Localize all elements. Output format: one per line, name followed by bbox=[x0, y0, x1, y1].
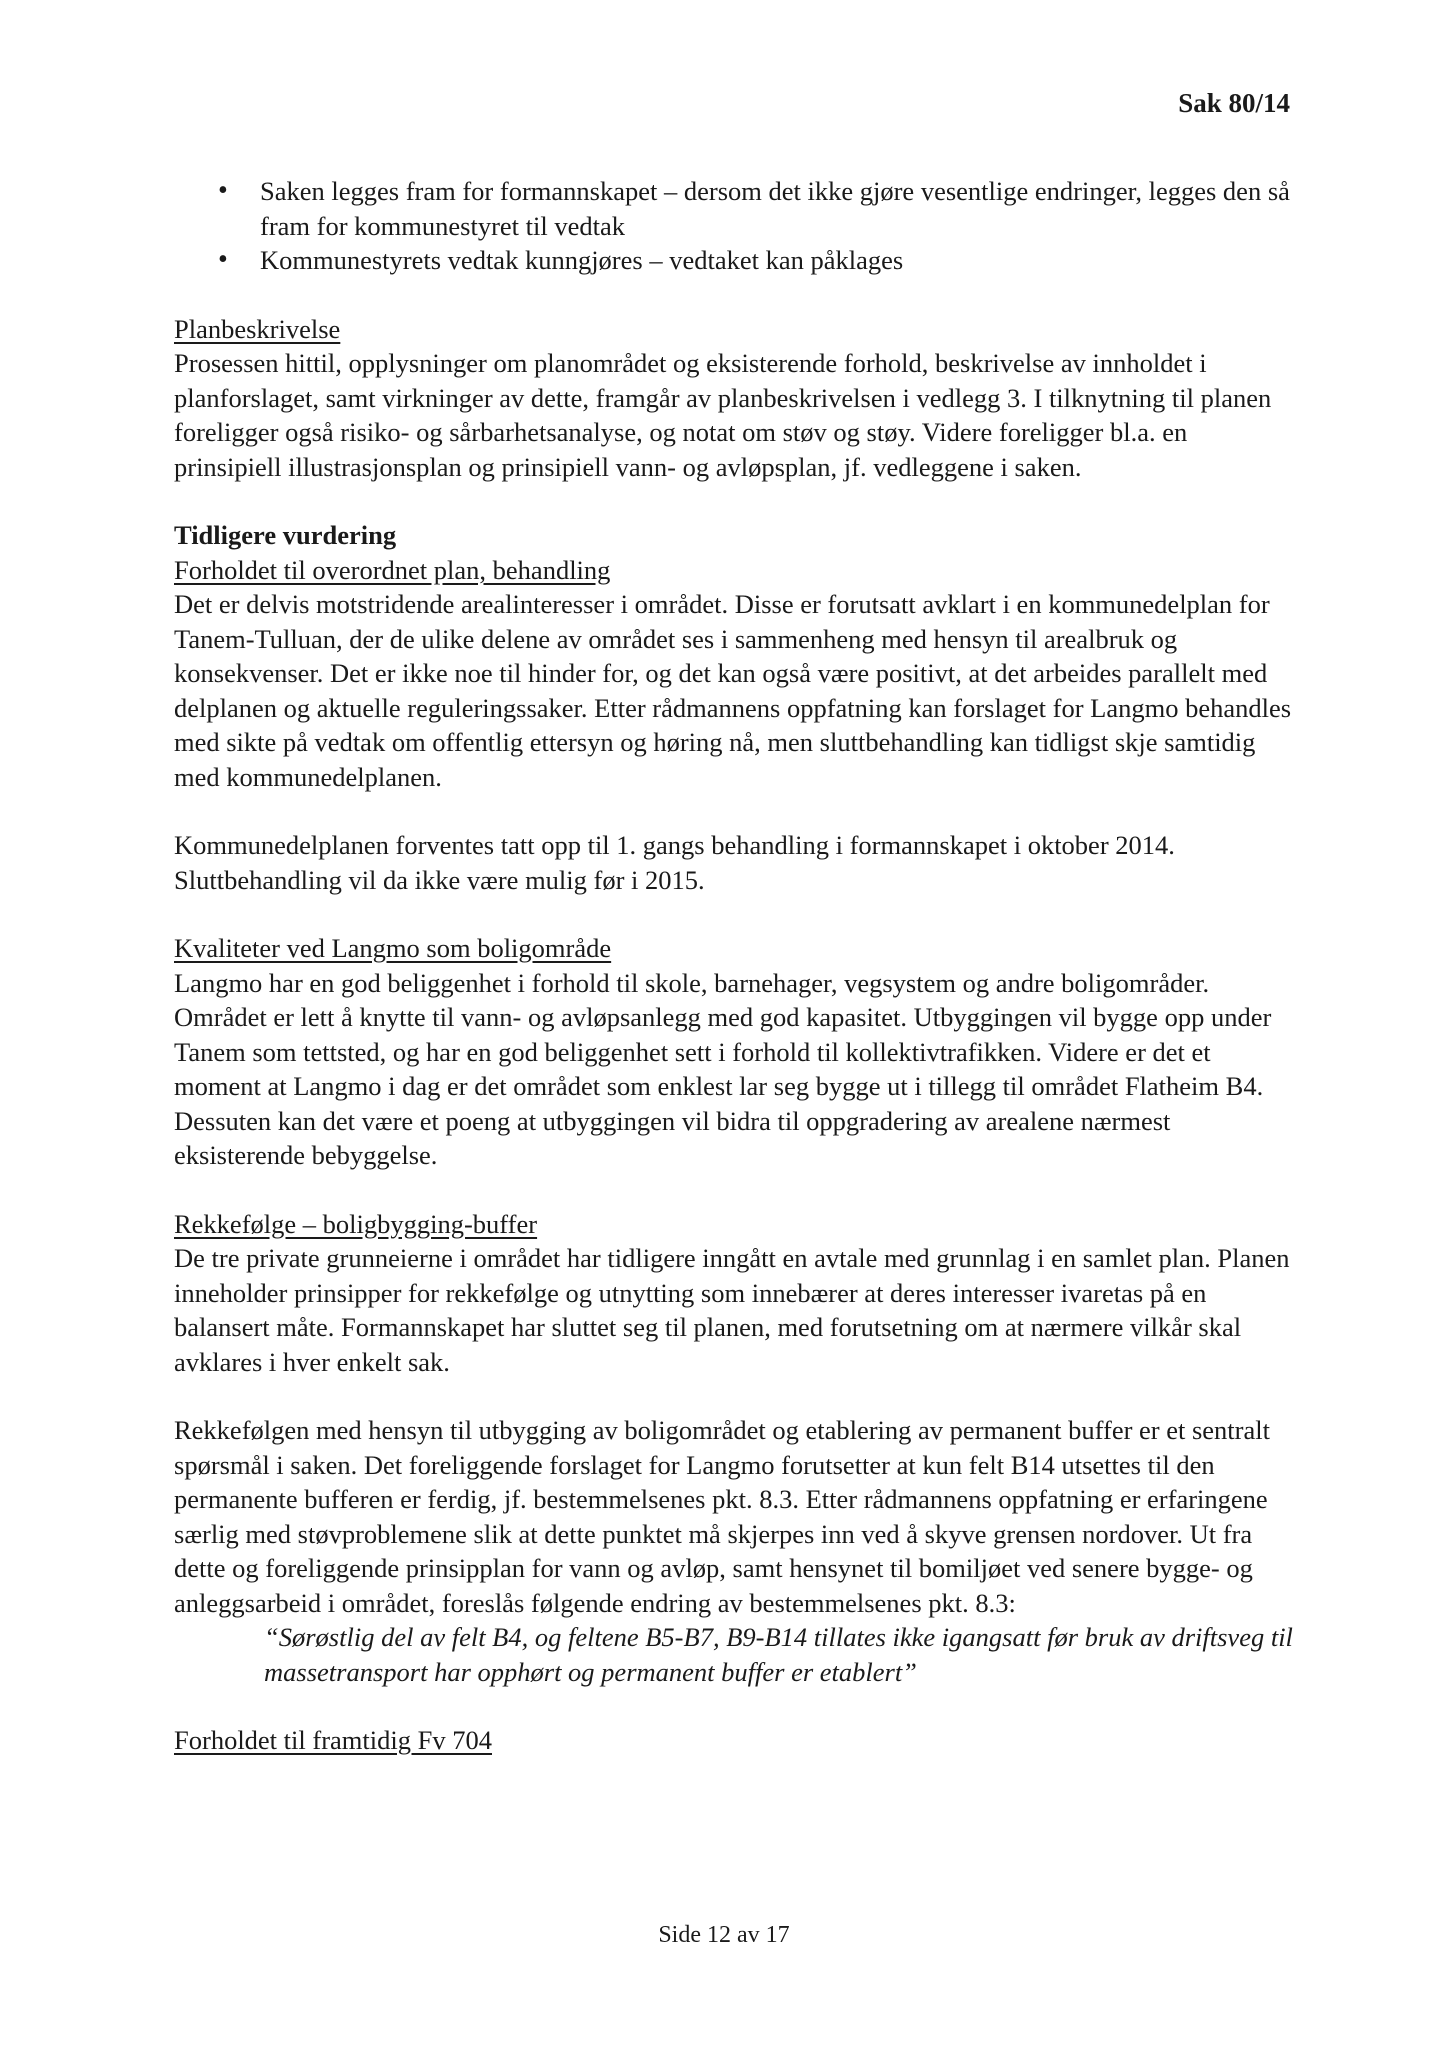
paragraph: Prosessen hittil, opplysninger om planområdet og eksisterende forhold, beskrivelse av innholdet i planforslaget, samt virkninger av dette, framgår av planbeskrivelsen i vedlegg 3. I tilknytning til planen foreligger også risiko- og sårbarhetsanalyse, og notat om støv og støy. Videre foreligger bl.a. en prinsipiell illustrasjonsplan og prinsipiell vann- og avløpsplan, jf. vedleggene i saken. bbox=[174, 348, 1272, 482]
list-item: • Kommunestyrets vedtak kunngjøres – vedtaket kan påklages bbox=[174, 243, 1294, 278]
page-number: Side 12 av 17 bbox=[658, 1922, 790, 1948]
section-heading: Rekkefølge – boligbygging-buffer bbox=[174, 1208, 538, 1239]
section-heading: Kvaliteter ved Langmo som boligområde bbox=[174, 933, 612, 963]
paragraph: Rekkefølgen med hensyn til utbygging av boligområdet og etablering av permanent buffer er et sentralt spørsmål i saken. Det foreliggende forslaget for Langmo forutsetter at kun felt B14 utsettes til den permanente bufferen er ferdig, jf. bestemmelsenes pkt. 8.3. Etter rådmannens oppfatning er erfaringene særlig med støvproblemene slik at dette punktet må skjerpes inn ved å skyve grensen nordover. Ut fra dette og foreliggende prinsipplan for vann og avløp, samt hensynet til bomiljøet ved senere bygge- og anleggsarbeid i området, foreslås følgende endring av bestemmelsenes pkt. 8.3: bbox=[174, 1415, 1270, 1618]
paragraph: Langmo har en god beliggenhet i forhold til skole, barnehager, vegsystem og andre boligområder. Området er lett å knytte til vann- og avløpsanlegg med god kapasitet. Utbyggingen vil bygge opp under Tanem som tettsted, og har en god beliggenhet sett i forhold til kollektivtrafikken. Videre er det et moment at Langmo i dag er det området som enklest lar seg bygge ut i tillegg til området Flatheim B4. Dessuten kan det være et poeng at utbyggingen vil bidra til oppgradering av arealene nærmest eksisterende bebyggelse. bbox=[174, 967, 1272, 1170]
paragraph: De tre private grunneierne i området har tidligere inngått en avtale med grunnlag i en samlet plan. Planen inneholder prinsipper for rekkefølge og utnytting som innebærer at deres interesser ivaretas på en balansert måte. Formannskapet har sluttet seg til planen, med forutsetning om at nærmere vilkår skal avklares i hver enkelt sak. bbox=[174, 1243, 1290, 1377]
section-kvaliteter bbox=[174, 931, 1294, 1173]
section-rekkefolge bbox=[174, 1207, 1294, 1690]
case-number: Sak 80/14 bbox=[1178, 88, 1290, 118]
section-planbeskrivelse bbox=[174, 312, 1294, 485]
main-content bbox=[174, 174, 1294, 1758]
section-fv704 bbox=[174, 1723, 1294, 1758]
section-title: Tidligere vurdering bbox=[174, 520, 397, 550]
section-heading: Forholdet til overordnet plan, behandling bbox=[174, 554, 611, 585]
paragraph: Det er delvis motstridende arealinteresser i området. Disse er forutsatt avklart i en kommunedelplan for Tanem-Tulluan, der de ulike delene av området ses i sammenheng med hensyn til arealbruk og konsekvenser. Det er ikke noe til hinder for, og det kan også være positivt, at det arbeides parallelt med delplanen og aktuelle reguleringssaker. Etter rådmannens oppfatning kan forslaget for Langmo behandles med sikte på vedtak om offentlig ettersyn og høring nå, men sluttbehandling kan tidligst skje samtidig med kommunedelplanen. bbox=[174, 589, 1292, 792]
list-item: • Saken legges fram for formannskapet – dersom det ikke gjøre vesentlige endringer, legges den så fram for kommunestyret til vedtak bbox=[174, 174, 1294, 243]
section-tidligere-vurdering bbox=[174, 518, 1294, 897]
paragraph: Kommunedelplanen forventes tatt opp til 1. gangs behandling i formannskapet i oktober 2014. Sluttbehandling vil da ikke være mulig før i 2015. bbox=[174, 830, 1175, 895]
bullet-list bbox=[174, 174, 1294, 278]
quote: “Sørøstlig del av felt B4, og feltene B5-B7, B9-B14 tillates ikke igangsatt før bruk av driftsveg til massetransport har opphørt og permanent buffer er etablert” bbox=[264, 1622, 1293, 1687]
section-heading: Planbeskrivelse bbox=[174, 313, 341, 344]
section-heading: Forholdet til framtidig Fv 704 bbox=[174, 1725, 492, 1755]
